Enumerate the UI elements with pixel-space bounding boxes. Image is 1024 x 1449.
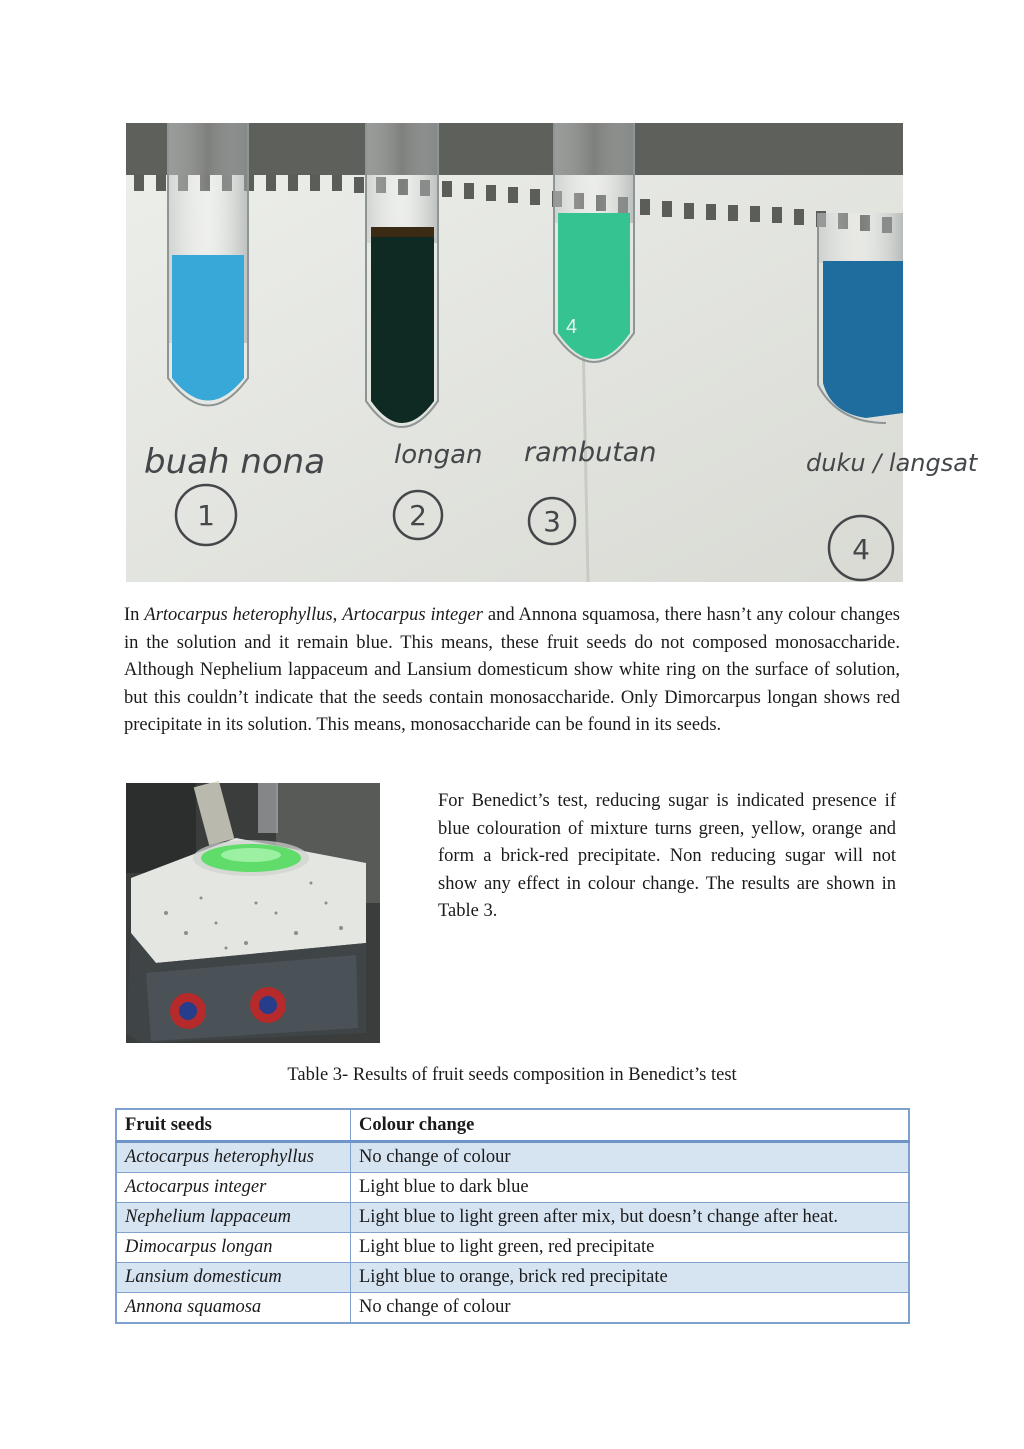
header-colour-change: Colour change bbox=[351, 1109, 910, 1142]
table-caption: Table 3- Results of fruit seeds composition in Benedict’s test bbox=[287, 1065, 737, 1085]
tube-2 bbox=[366, 123, 438, 427]
change-cell: No change of colour bbox=[351, 1142, 910, 1173]
tube-4 bbox=[818, 213, 903, 423]
table-row bbox=[116, 1263, 909, 1293]
seed-cell: Lansium domesticum bbox=[116, 1263, 351, 1293]
table-row bbox=[116, 1293, 909, 1324]
header-fruit-seeds: Fruit seeds bbox=[116, 1109, 351, 1142]
change-cell: Light blue to light green, red precipitate bbox=[351, 1233, 910, 1263]
paragraph-benedict: For Benedict’s test, reducing sugar is indicated presence if blue colouration of mixture turns green, yellow, orange and form a brick-red precipitate. Non reducing sugar will not show any effect in colour change. The results are shown in Table 3. bbox=[438, 791, 896, 921]
paragraph-monosaccharide bbox=[124, 602, 900, 740]
table-row bbox=[116, 1203, 909, 1233]
change-cell: Light blue to light green after mix, but doesn’t change after heat. bbox=[351, 1203, 910, 1233]
seed-cell: Actocarpus heterophyllus bbox=[116, 1142, 351, 1173]
table-row bbox=[116, 1142, 909, 1173]
tube-number-2: 2 bbox=[409, 499, 427, 532]
para1-text-1: In bbox=[124, 605, 145, 625]
tube-label-2: longan bbox=[394, 440, 483, 470]
tube-mark: 4 bbox=[566, 316, 578, 338]
change-cell: Light blue to orange, brick red precipitate bbox=[351, 1263, 910, 1293]
seed-cell: Dimocarpus longan bbox=[116, 1233, 351, 1263]
para1-text-2: , bbox=[332, 605, 343, 625]
para1-species-1: Artocarpus heterophyllus bbox=[144, 605, 333, 625]
seed-cell: Nephelium lappaceum bbox=[116, 1203, 351, 1233]
table-row bbox=[116, 1233, 909, 1263]
para1-species-2: Artocarpus integer bbox=[342, 605, 483, 625]
tube-label-1: buah nona bbox=[144, 442, 326, 482]
results-table bbox=[115, 1108, 910, 1324]
tube-label-3: rambutan bbox=[524, 437, 657, 468]
tube-number-3: 3 bbox=[543, 505, 561, 538]
tube-1 bbox=[168, 123, 248, 406]
change-cell: Light blue to dark blue bbox=[351, 1173, 910, 1203]
tube-label-4: duku / langsat bbox=[806, 449, 978, 477]
hotplate-photo bbox=[126, 783, 380, 1043]
tube-3 bbox=[554, 123, 634, 362]
table-header-row bbox=[116, 1109, 909, 1142]
seed-cell: Actocarpus integer bbox=[116, 1173, 351, 1203]
change-cell: No change of colour bbox=[351, 1293, 910, 1324]
seed-cell: Annona squamosa bbox=[116, 1293, 351, 1324]
test-tubes-photo bbox=[126, 123, 978, 582]
para1-text-3: and Annona squamosa, there hasn’t any colour changes in the solution and it remain blue. This means, these fruit seeds do not composed monosaccharide. Although Nephelium lappaceum and Lansium domesticum show white ring on the surface of solution, but this couldn’t indicate that the seeds contain monosaccharide. Only Dimorcarpus longan shows red precipitate in its solution. This means, monosaccharide can be found in its seeds. bbox=[124, 605, 901, 735]
tube-number-1: 1 bbox=[197, 499, 215, 532]
tube-number-4: 4 bbox=[852, 533, 870, 566]
table-row bbox=[116, 1173, 909, 1203]
